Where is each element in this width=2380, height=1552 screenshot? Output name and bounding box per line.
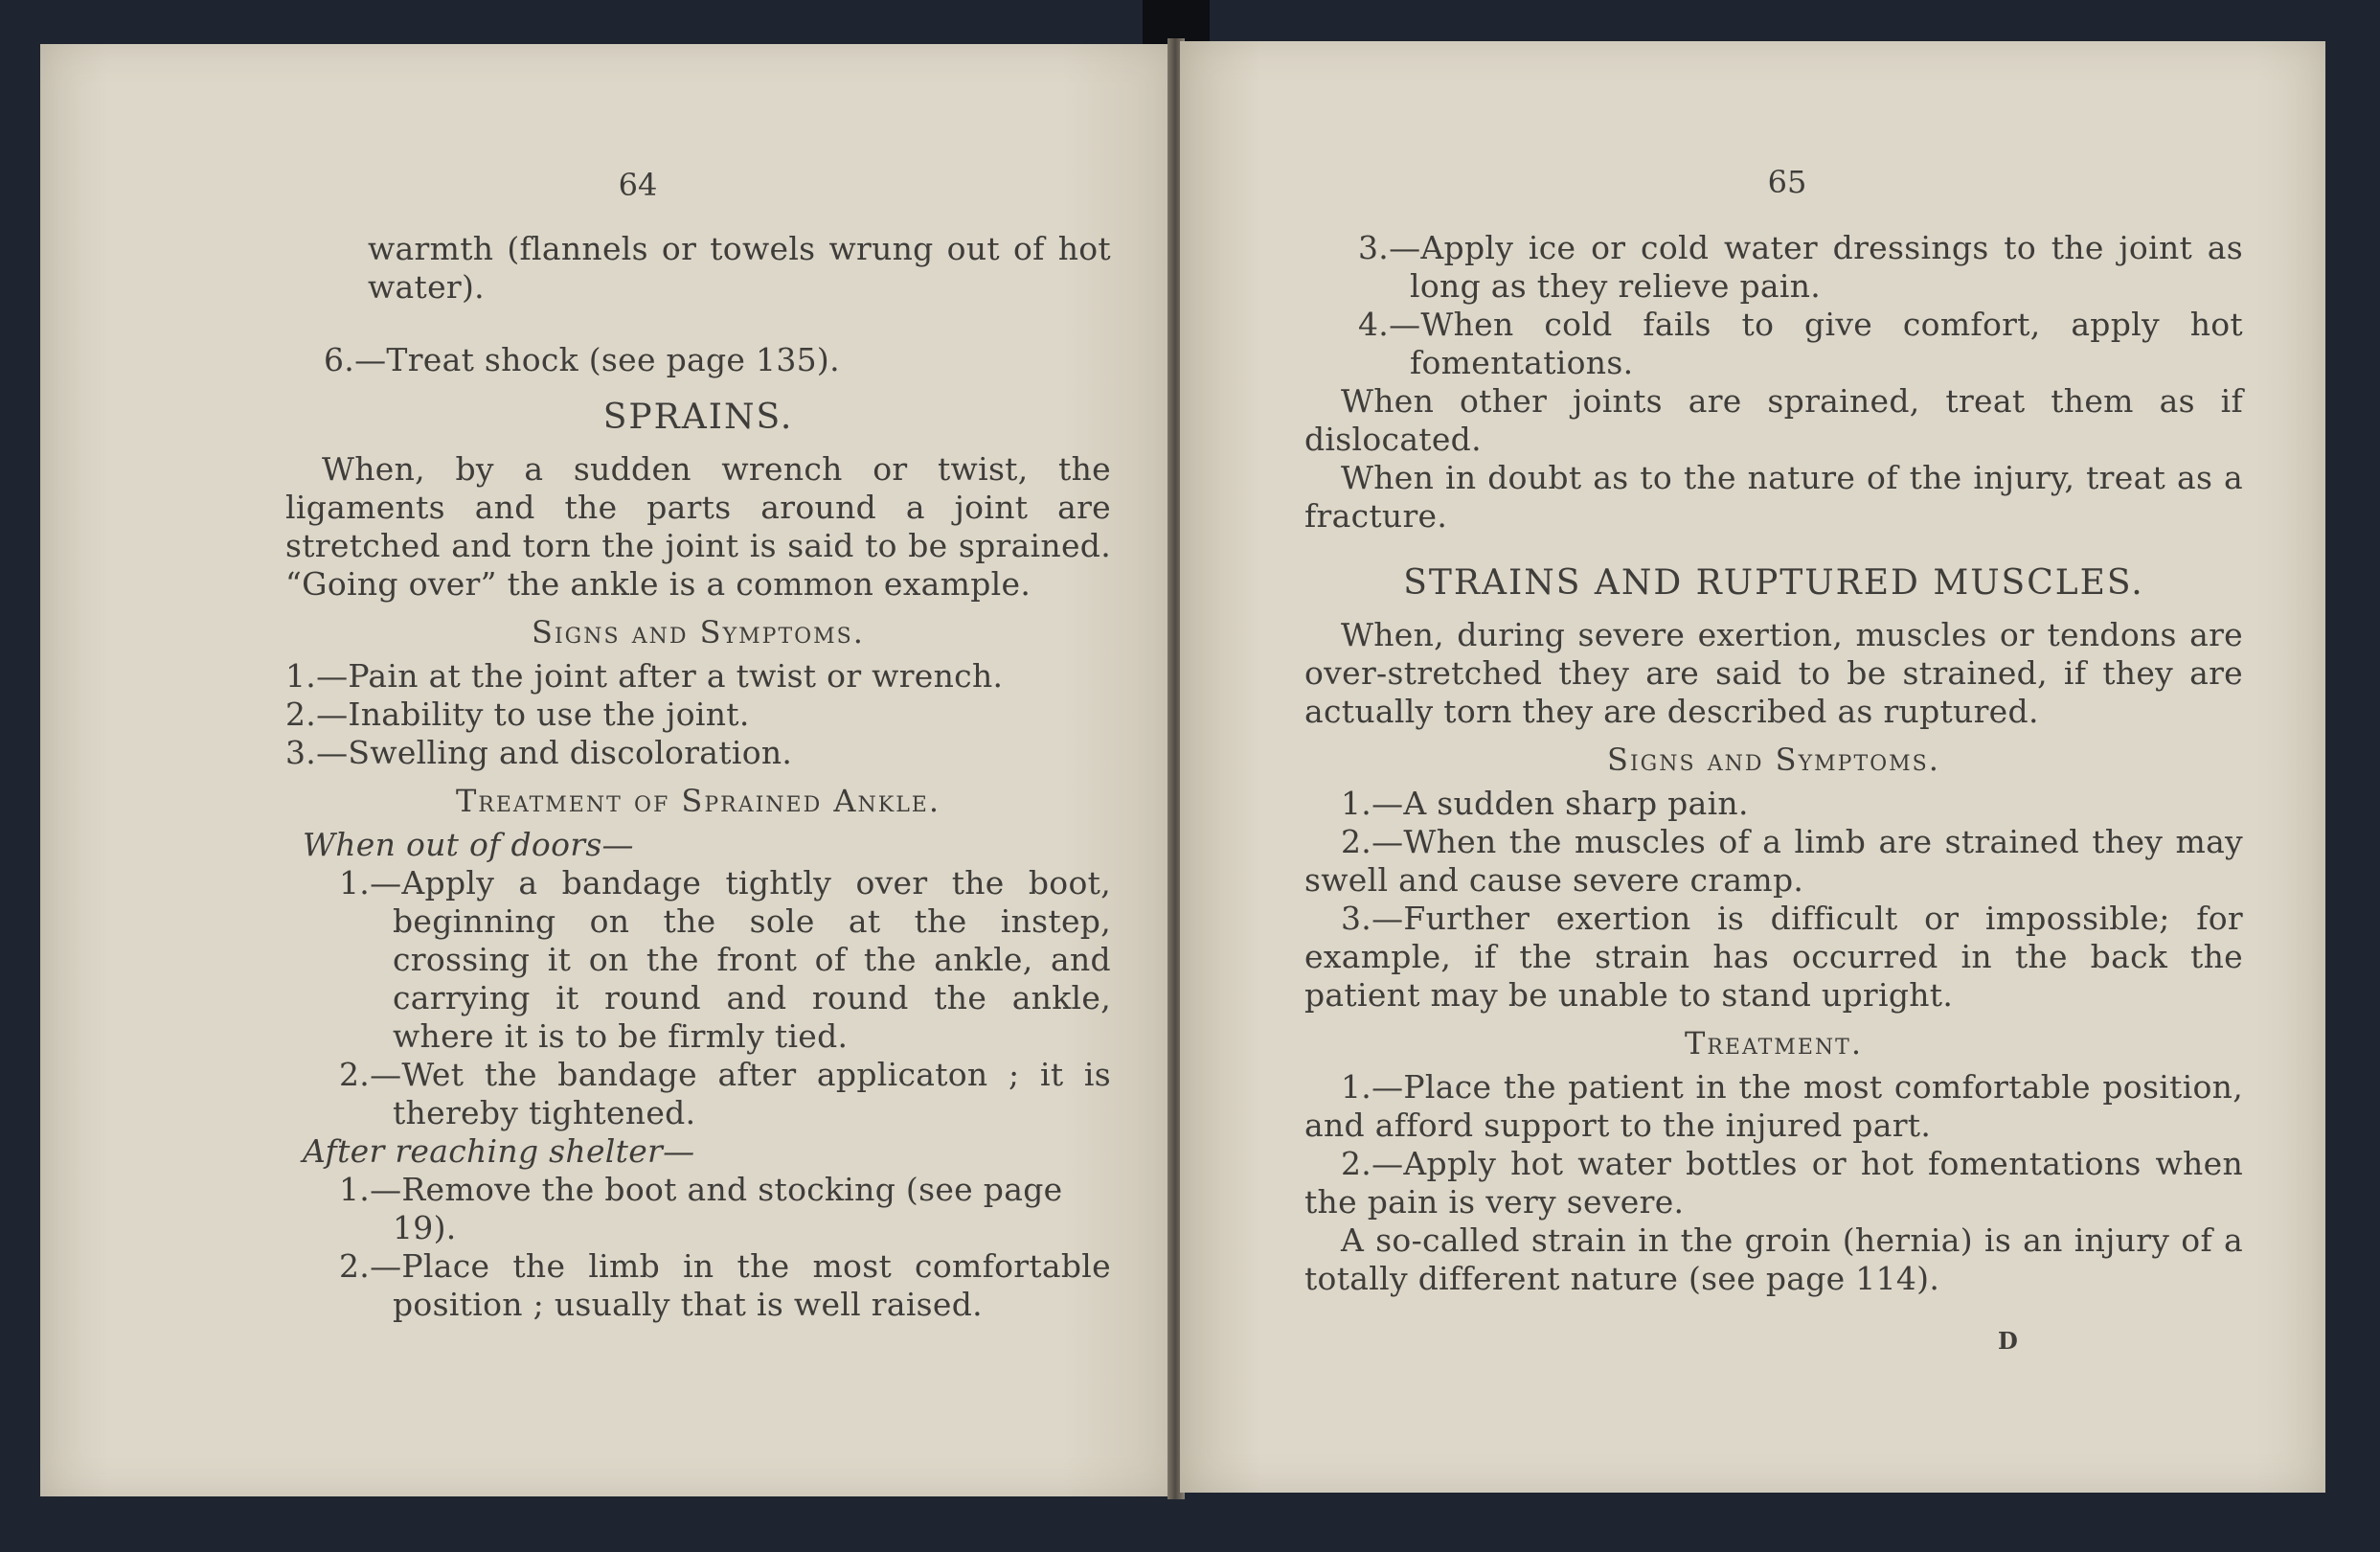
left-sign-2: 2.—Inability to use the joint. <box>285 696 750 733</box>
right-step-4: 4.—When cold fails to give comfort, apply hot fomentations. <box>1358 306 2243 381</box>
right-page-number: 65 <box>1767 164 1807 200</box>
treatment-step-2: 2.—Apply hot water bottles or hot fomentations when the pain is very severe. <box>1304 1145 2243 1221</box>
subheading-signs-symptoms-left: Signs and Symptoms. <box>532 614 865 650</box>
left-text-top <box>368 230 1111 307</box>
right-sign-2: 2.—When the muscles of a limb are strained they may swell and cause severe cramp. <box>1304 823 2243 899</box>
left-item-treat-shock: 6.—Treat shock (see page 135). <box>324 341 840 378</box>
right-page <box>1180 41 2325 1493</box>
signature-mark: D <box>1998 1327 2018 1355</box>
sprains-paragraph: When, by a sudden wrench or twist, the ligaments and the parts around a joint are stretched and torn the joint is said to be sprained. “Going over” the ankle is a common example. <box>285 450 1111 603</box>
right-step-3: 3.—Apply ice or cold water dressings to the joint as long as they relieve pain. <box>1358 229 2243 305</box>
heading-strains-ruptured-muscles: STRAINS AND RUPTURED MUSCLES. <box>1403 563 2144 603</box>
right-sign-1: 1.—A sudden sharp pain. <box>1341 785 1749 822</box>
shelter-step-2: 2.—Place the limb in the most comfortable position ; usually that is well raised. <box>339 1247 1111 1323</box>
left-line-continuation: warmth (flannels or towels wrung out of hot water). <box>368 230 1111 306</box>
subheading-after-reaching-shelter: After reaching shelter— <box>303 1132 695 1170</box>
right-sign-3: 3.—Further exertion is difficult or impossible; for example, if the strain has occurred in the back the patient may be unable to stand upright. <box>1304 900 2243 1014</box>
hernia-paragraph: A so-called strain in the groin (hernia) is an injury of a totally different nature (see page 114). <box>1304 1221 2243 1297</box>
left-page <box>40 44 1176 1496</box>
doubt-paragraph: When in doubt as to the nature of the injury, treat as a fracture. <box>1304 459 2243 535</box>
subheading-treatment: Treatment. <box>1684 1025 1863 1061</box>
subheading-treatment-sprained-ankle: Treatment of Sprained Ankle. <box>455 783 941 819</box>
outdoor-step-1: 1.—Apply a bandage tightly over the boot, beginning on the sole at the instep, crossing it on the front of the ankle, and carrying it round and round the ankle, where it is to be firmly tied. <box>339 864 1111 1055</box>
outdoor-step-2: 2.—Wet the bandage after applicaton ; it is thereby tightened. <box>339 1056 1111 1131</box>
right-text-body <box>1304 229 2243 1298</box>
subheading-signs-symptoms-right: Signs and Symptoms. <box>1607 742 1940 778</box>
subheading-when-out-of-doors: When out of doors— <box>303 826 634 863</box>
left-sign-1: 1.—Pain at the joint after a twist or wrench. <box>285 657 1004 695</box>
heading-sprains: SPRAINS. <box>602 398 794 437</box>
left-page-number: 64 <box>618 167 658 203</box>
shelter-step-1: 1.—Remove the boot and stocking (see page 19). <box>339 1171 1063 1246</box>
left-text-body <box>285 341 1111 1324</box>
treatment-step-1: 1.—Place the patient in the most comfortable position, and afford support to the injured part. <box>1304 1068 2243 1144</box>
strains-paragraph: When, during severe exertion, muscles or tendons are over-stretched they are said to be strained, if they are actually torn they are described as ruptured. <box>1304 616 2243 730</box>
other-joints-paragraph: When other joints are sprained, treat them as if dislocated. <box>1304 382 2243 458</box>
left-sign-3: 3.—Swelling and discoloration. <box>285 734 793 771</box>
